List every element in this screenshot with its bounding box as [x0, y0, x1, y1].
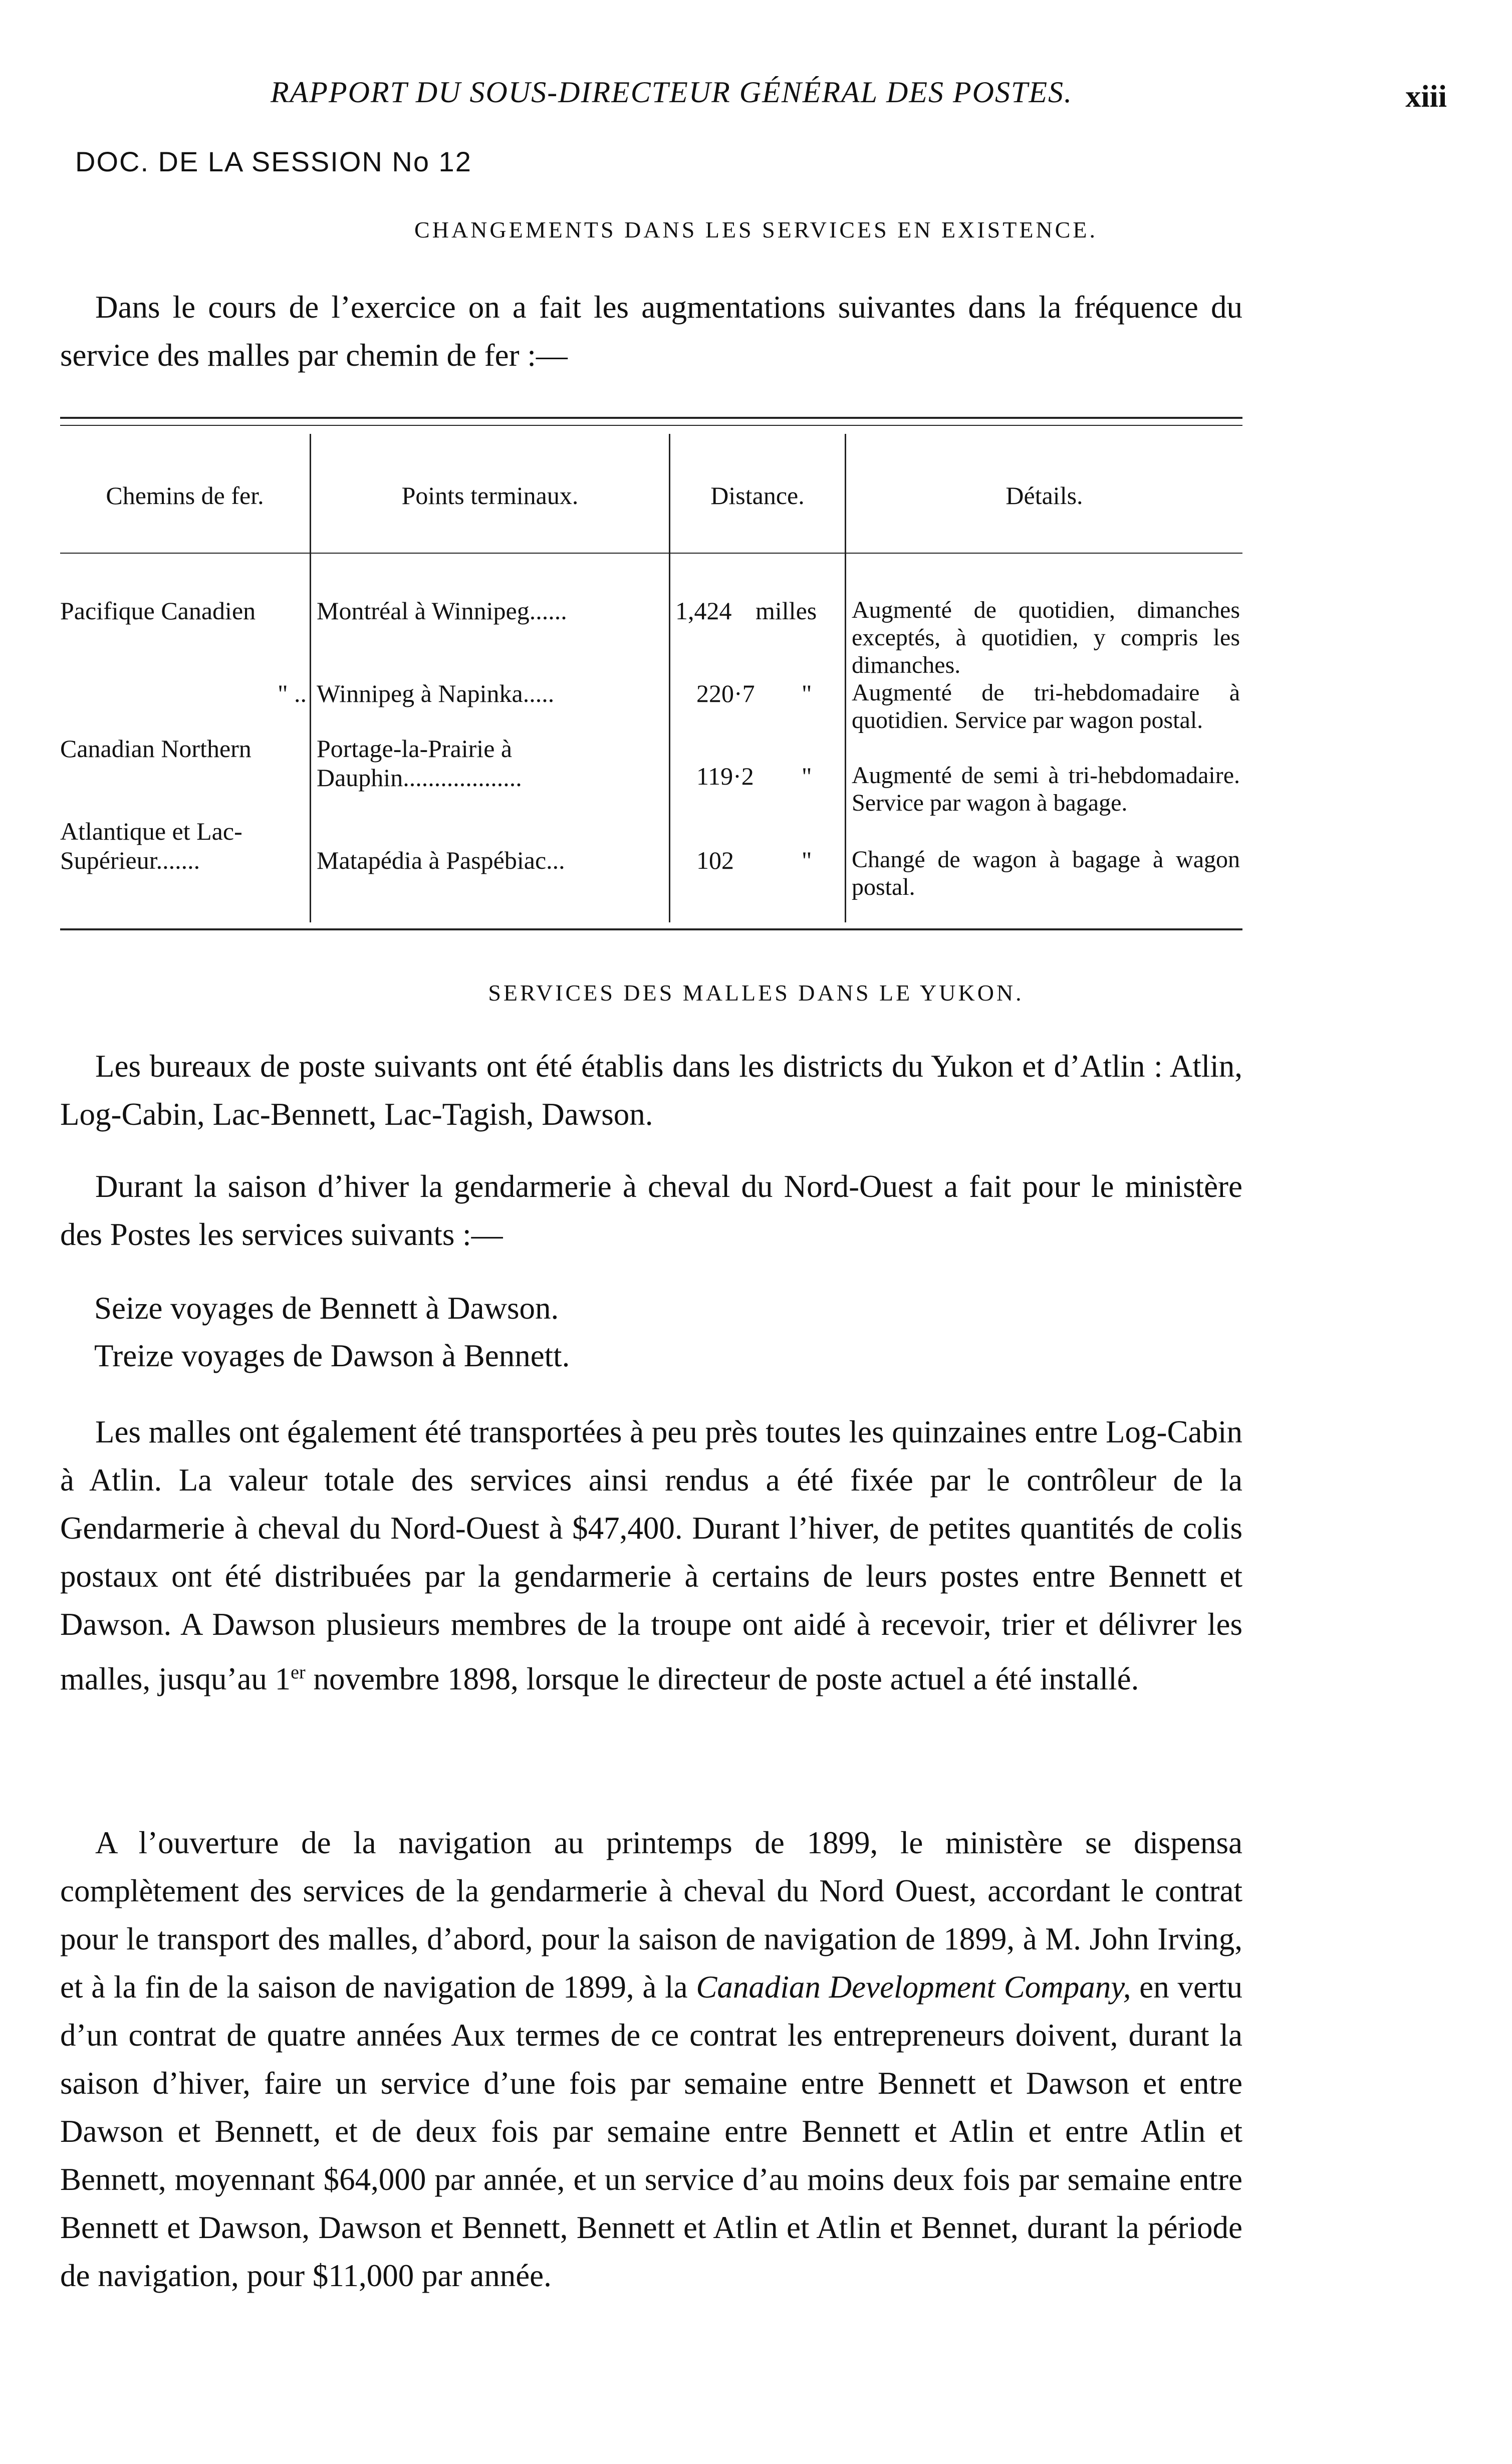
paragraph-navigation-contract: A l’ouverture de la navigation au printemps de 1899, le ministère se dispensa complètement des services de la gendarmerie à cheval du Nord Ouest, accordant le contrat pour le transport des malles, d’abord, pour la saison de navigation de 1899, à M. John Irving, et à la fin de la saison de navigation de 1899, à la Canadian Development Company, en vertu d’un contrat de quatre années Aux termes de ce contrat les entrepreneurs doivent, durant la saison d’hiver, faire un service d’une fois par semaine entre Bennett et Dawson et entre Dawson et Bennett, et de deux fois par semaine entre Bennett et Atlin et entre Atlin et Bennett, moyennant $64,000 par année, et un service d’au moins deux fois par semaine entre Bennett et Dawson, Dawson et Bennett, Bennett et Atlin et Atlin et Bennet, durant la période de navigation, pour $11,000 par année.: [60, 1825, 1242, 2293]
table-cell-unit: milles: [755, 597, 817, 625]
table-top-rule: [60, 417, 1242, 419]
list-item-trips: Treize voyages de Dawson à Bennett.: [94, 1338, 570, 1373]
table-cell-terminals: Winnipeg à Napinka.....: [317, 679, 555, 707]
table-cell-railway: Pacifique Canadien: [60, 597, 256, 625]
table-cell-railway: Atlantique et Lac-Supérieur.......: [60, 817, 242, 874]
table-cell-terminals: Montréal à Winnipeg......: [317, 597, 567, 625]
table-cell-details: Augmenté de semi à tri-hebdomadaire. Service par wagon à bagage.: [852, 762, 1240, 816]
table-cell-terminals: Portage-la-Prairie à Dauphin...................: [317, 734, 522, 792]
list-item-trips: Seize voyages de Bennett à Dawson.: [94, 1291, 559, 1326]
running-title: RAPPORT DU SOUS-DIRECTEUR GÉNÉRAL DES POSTES.: [271, 76, 1073, 109]
table-bottom-rule: [60, 928, 1242, 930]
table-cell-distance: 220·7: [696, 679, 755, 707]
table-cell-railway: " ..: [278, 679, 307, 707]
paragraph-text: Les bureaux de poste suivants ont été établis dans les districts du Yukon et d’Atlin : Atlin, Log-Cabin, Lac-Bennett, Lac-Tagish, Dawson.: [60, 1049, 1242, 1132]
table-header-rule: [60, 553, 1242, 554]
column-header-railways: Chemins de fer.: [106, 481, 264, 510]
section-heading-yukon: SERVICES DES MALLES DANS LE YUKON.: [488, 980, 1024, 1006]
table-cell-unit: ": [802, 679, 812, 707]
intro-paragraph: [60, 283, 1242, 379]
table-cell-details: Augmenté de tri-hebdomadaire à quotidien. Service par wagon postal.: [852, 679, 1240, 733]
table-cell-distance: 102: [696, 846, 734, 874]
column-header-distance: Distance.: [710, 481, 805, 510]
table-cell-distance: 119·2: [696, 762, 754, 790]
doc-session-label: DOC. DE LA SESSION No 12: [75, 146, 472, 177]
paragraph-post-offices: [60, 1042, 1242, 1138]
page-number: xiii: [1405, 80, 1447, 114]
table-cell-railway: Canadian Northern: [60, 734, 251, 763]
table-cell-terminals: Matapédia à Paspébiac...: [317, 846, 565, 874]
intro-text: Dans le cours de l’exercice on a fait les augmentations suivantes dans la fréquence du service des malles par chemin de fer :—: [60, 290, 1242, 373]
paragraph-winter-services: [60, 1162, 1242, 1259]
table-cell-unit: ": [802, 762, 812, 790]
section-heading-changements: CHANGEMENTS DANS LES SERVICES EN EXISTENCE.: [414, 217, 1098, 242]
table-top-rule-2: [60, 425, 1242, 426]
paragraph-text: Durant la saison d’hiver la gendarmerie à cheval du Nord-Ouest a fait pour le ministère des Postes les services suivants :—: [60, 1169, 1242, 1252]
table-cell-details: Augmenté de quotidien, dimanches exceptés, à quotidien, y compris les dimanches.: [852, 597, 1240, 678]
table-cell-unit: ": [802, 846, 812, 874]
table-cell-details: Changé de wagon à bagage à wagon postal.: [852, 846, 1240, 900]
paragraph-mail-transport: Les malles ont également été transportées à peu près toutes les quinzaines entre Log-Cabin à Atlin. La valeur totale des services ainsi rendus a été fixée par le contrôleur de la Gendarmerie à cheval du Nord-Ouest à $47,400. Durant l’hiver, de petites quantités de colis postaux ont été distribuées par la gendarmerie à certains de leurs postes entre Bennett et Dawson. A Dawson plusieurs membres de la troupe ont aidé à recevoir, trier et délivrer les malles, jusqu’au 1er novembre 1898, lorsque le directeur de poste actuel a été installé.: [60, 1414, 1242, 1696]
table-cell-distance: 1,424: [675, 597, 732, 625]
column-header-details: Détails.: [1005, 481, 1083, 510]
column-header-terminals: Points terminaux.: [401, 481, 579, 510]
